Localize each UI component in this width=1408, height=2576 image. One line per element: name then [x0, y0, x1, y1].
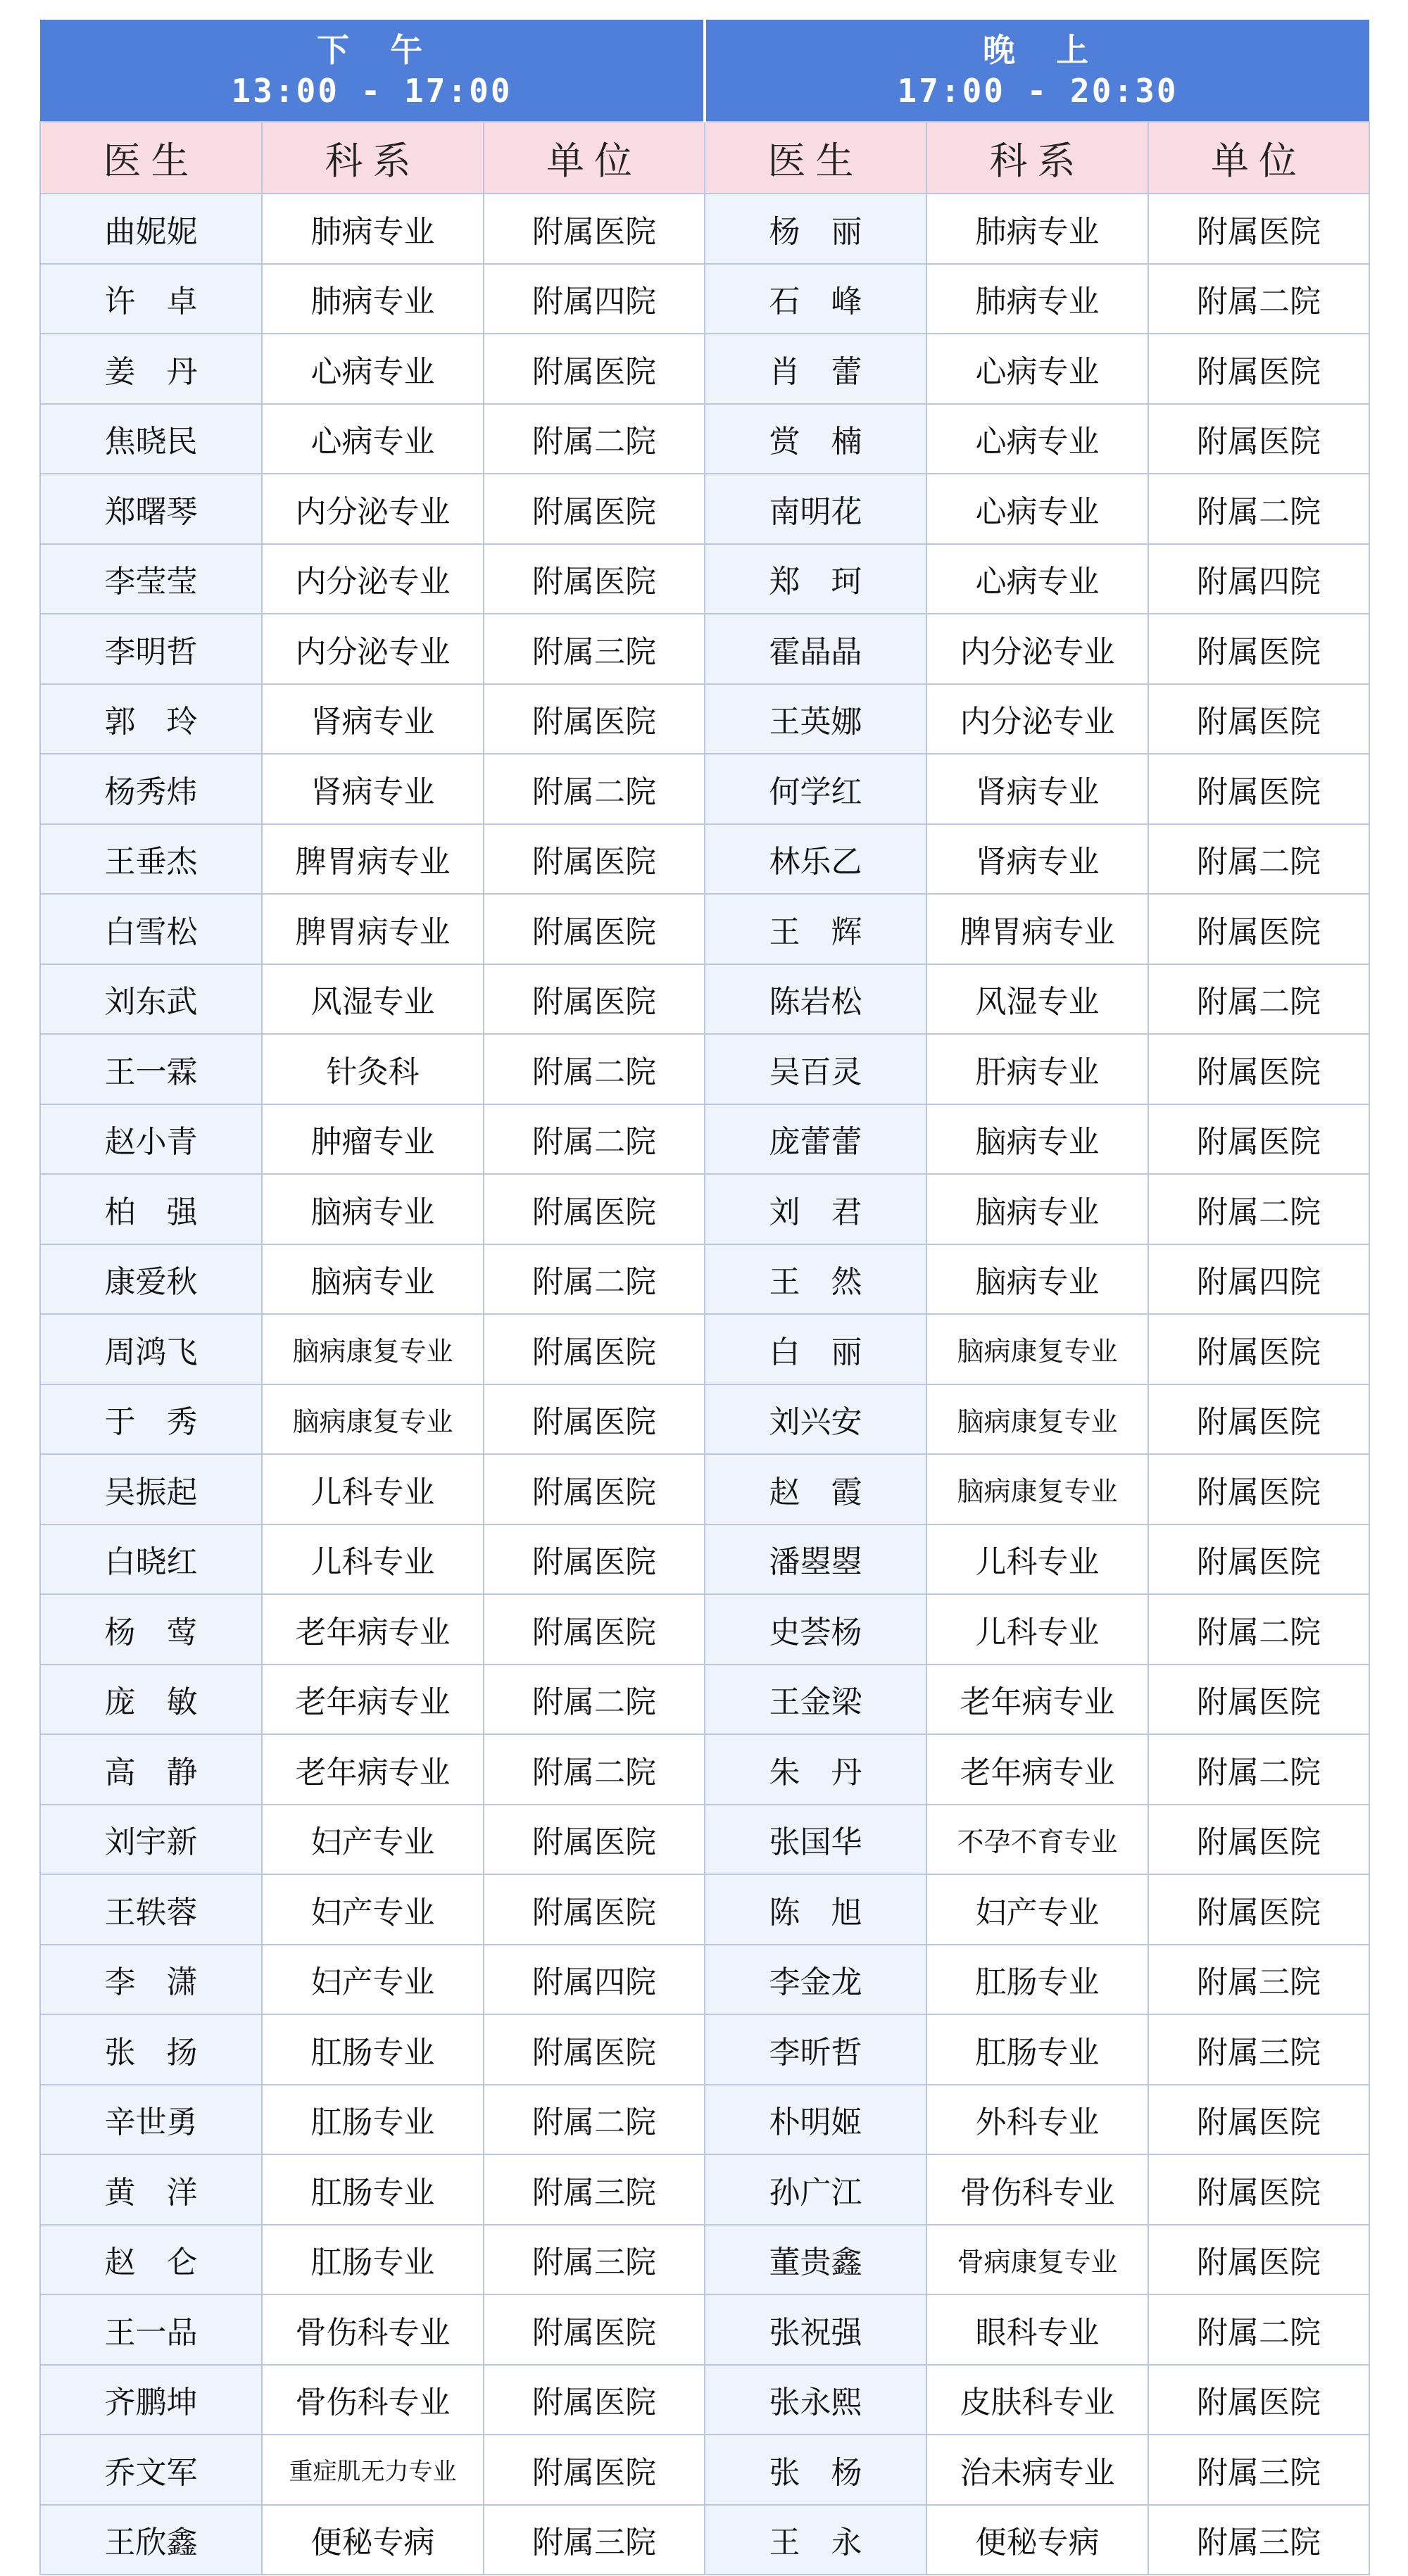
- department-cell: 内分泌专业: [262, 474, 484, 544]
- doctor-cell: 张 杨: [705, 2435, 926, 2505]
- table-row: [40, 824, 1369, 895]
- department-cell: 老年病专业: [262, 1734, 484, 1805]
- doctor-cell: 黄 洋: [40, 2154, 262, 2225]
- table-row: [40, 1665, 1369, 1735]
- unit-cell: 附属医院: [1148, 1805, 1369, 1875]
- evening-time: 17:00 - 20:30: [897, 72, 1178, 110]
- doctor-cell: 郑 珂: [705, 544, 926, 614]
- unit-cell: 附属四院: [484, 264, 705, 334]
- table-row: [40, 1174, 1369, 1244]
- table-row: [40, 2294, 1369, 2365]
- department-cell: 内分泌专业: [926, 614, 1148, 684]
- department-cell: 妇产专业: [262, 1945, 484, 2015]
- table-row: [40, 1945, 1369, 2015]
- unit-cell: 附属医院: [484, 194, 705, 264]
- department-cell: 肺病专业: [262, 264, 484, 334]
- department-cell: 脑病专业: [262, 1244, 484, 1315]
- unit-cell: 附属二院: [484, 1104, 705, 1175]
- doctor-cell: 赵 仑: [40, 2225, 262, 2295]
- unit-cell: 附属四院: [484, 1945, 705, 2015]
- department-cell: 心病专业: [262, 404, 484, 474]
- unit-cell: 附属医院: [484, 2294, 705, 2365]
- unit-cell: 附属医院: [484, 2435, 705, 2505]
- evening-label: 晚 上: [983, 31, 1093, 69]
- doctor-cell: 杨 莺: [40, 1594, 262, 1665]
- unit-cell: 附属三院: [1148, 2435, 1369, 2505]
- doctor-cell: 陈岩松: [705, 964, 926, 1035]
- unit-cell: 附属医院: [1148, 2365, 1369, 2435]
- table-row: [40, 684, 1369, 755]
- department-cell: 肺病专业: [262, 194, 484, 264]
- department-cell: 外科专业: [926, 2085, 1148, 2155]
- unit-cell: 附属二院: [1148, 474, 1369, 544]
- unit-cell: 附属医院: [484, 334, 705, 404]
- department-cell: 内分泌专业: [262, 614, 484, 684]
- department-cell: 脾胃病专业: [926, 894, 1148, 964]
- table-row: [40, 1524, 1369, 1595]
- afternoon-time: 13:00 - 17:00: [231, 72, 513, 110]
- doctor-cell: 董贵鑫: [705, 2225, 926, 2295]
- unit-cell: 附属医院: [484, 824, 705, 895]
- unit-cell: 附属四院: [1148, 544, 1369, 614]
- department-cell: 脑病专业: [262, 1174, 484, 1244]
- unit-cell: 附属医院: [1148, 1314, 1369, 1384]
- unit-cell: 附属医院: [1148, 1384, 1369, 1455]
- unit-cell: 附属四院: [1148, 1244, 1369, 1315]
- doctor-cell: 吴振起: [40, 1454, 262, 1524]
- unit-cell: 附属医院: [484, 1594, 705, 1665]
- doctor-cell: 王欣鑫: [40, 2505, 262, 2575]
- doctor-cell: 肖 蕾: [705, 334, 926, 404]
- department-cell: 心病专业: [262, 334, 484, 404]
- doctor-cell: 林乐乙: [705, 824, 926, 895]
- department-cell: 骨伤科专业: [262, 2365, 484, 2435]
- unit-cell: 附属二院: [484, 1734, 705, 1805]
- department-cell: 骨病康复专业: [926, 2225, 1148, 2295]
- table-row: [40, 2505, 1369, 2575]
- department-cell: 风湿专业: [926, 964, 1148, 1035]
- unit-cell: 附属二院: [484, 754, 705, 824]
- unit-cell: 附属医院: [484, 1874, 705, 1945]
- department-cell: 皮肤科专业: [926, 2365, 1148, 2435]
- unit-cell: 附属医院: [484, 2014, 705, 2085]
- header-doctor: 医生: [40, 122, 262, 194]
- department-cell: 老年病专业: [262, 1594, 484, 1665]
- doctor-cell: 张国华: [705, 1805, 926, 1875]
- doctor-cell: 李 潇: [40, 1945, 262, 2015]
- doctor-cell: 辛世勇: [40, 2085, 262, 2155]
- doctor-cell: 赏 楠: [705, 404, 926, 474]
- department-cell: 脑病专业: [926, 1174, 1148, 1244]
- doctor-cell: 张永熙: [705, 2365, 926, 2435]
- doctor-cell: 白晓红: [40, 1524, 262, 1595]
- unit-cell: 附属医院: [1148, 2154, 1369, 2225]
- department-cell: 肝病专业: [926, 1034, 1148, 1104]
- table-row: [40, 2085, 1369, 2155]
- table-row: [40, 2225, 1369, 2295]
- unit-cell: 附属医院: [484, 1384, 705, 1455]
- table-row: [40, 334, 1369, 404]
- doctor-cell: 许 卓: [40, 264, 262, 334]
- doctor-cell: 王垂杰: [40, 824, 262, 895]
- unit-cell: 附属医院: [1148, 404, 1369, 474]
- department-cell: 脑病康复专业: [926, 1384, 1148, 1455]
- department-cell: 便秘专病: [926, 2505, 1148, 2575]
- doctor-cell: 李莹莹: [40, 544, 262, 614]
- header-doctor: 医生: [705, 122, 926, 194]
- unit-cell: 附属医院: [484, 544, 705, 614]
- department-cell: 心病专业: [926, 474, 1148, 544]
- table-row: [40, 1104, 1369, 1175]
- doctor-cell: 杨 丽: [705, 194, 926, 264]
- unit-cell: 附属二院: [484, 1665, 705, 1735]
- department-cell: 脑病专业: [926, 1244, 1148, 1315]
- department-cell: 脑病康复专业: [262, 1384, 484, 1455]
- doctor-cell: 于 秀: [40, 1384, 262, 1455]
- unit-cell: 附属医院: [484, 1174, 705, 1244]
- doctor-cell: 赵小青: [40, 1104, 262, 1175]
- department-cell: 老年病专业: [926, 1734, 1148, 1805]
- department-cell: 肛肠专业: [926, 1945, 1148, 2015]
- department-cell: 脑病康复专业: [262, 1314, 484, 1384]
- department-cell: 治未病专业: [926, 2435, 1148, 2505]
- table-row: [40, 1384, 1369, 1455]
- table-row: [40, 544, 1369, 614]
- afternoon-label: 下 午: [317, 31, 427, 69]
- table-row: [40, 1594, 1369, 1665]
- table-row: [40, 1314, 1369, 1384]
- department-cell: 心病专业: [926, 544, 1148, 614]
- doctor-cell: 刘东武: [40, 964, 262, 1035]
- afternoon-period-banner: [40, 20, 705, 122]
- doctor-cell: 张祝强: [705, 2294, 926, 2365]
- table-row: [40, 2435, 1369, 2505]
- unit-cell: 附属医院: [1148, 1454, 1369, 1524]
- doctor-cell: 李金龙: [705, 1945, 926, 2015]
- table-row: [40, 2365, 1369, 2435]
- unit-cell: 附属二院: [1148, 824, 1369, 895]
- doctor-cell: 史荟杨: [705, 1594, 926, 1665]
- doctor-cell: 王 然: [705, 1244, 926, 1315]
- department-cell: 妇产专业: [926, 1874, 1148, 1945]
- doctor-cell: 姜 丹: [40, 334, 262, 404]
- unit-cell: 附属医院: [484, 1805, 705, 1875]
- doctor-cell: 高 静: [40, 1734, 262, 1805]
- doctor-cell: 霍晶晶: [705, 614, 926, 684]
- department-cell: 便秘专病: [262, 2505, 484, 2575]
- unit-cell: 附属医院: [484, 894, 705, 964]
- doctor-cell: 柏 强: [40, 1174, 262, 1244]
- unit-cell: 附属医院: [484, 1524, 705, 1595]
- table-row: [40, 2154, 1369, 2225]
- doctor-cell: 乔文军: [40, 2435, 262, 2505]
- doctor-cell: 王金梁: [705, 1665, 926, 1735]
- unit-cell: 附属医院: [1148, 1665, 1369, 1735]
- unit-cell: 附属三院: [484, 2505, 705, 2575]
- unit-cell: 附属三院: [484, 2154, 705, 2225]
- department-cell: 脾胃病专业: [262, 824, 484, 895]
- department-cell: 肛肠专业: [262, 2225, 484, 2295]
- header-unit: 单位: [1148, 122, 1369, 194]
- header-department: 科系: [262, 122, 484, 194]
- table-row: [40, 2014, 1369, 2085]
- doctor-cell: 康爱秋: [40, 1244, 262, 1315]
- unit-cell: 附属二院: [484, 1034, 705, 1104]
- unit-cell: 附属医院: [484, 1454, 705, 1524]
- unit-cell: 附属医院: [484, 684, 705, 755]
- unit-cell: 附属二院: [1148, 1174, 1369, 1244]
- doctor-cell: 王英娜: [705, 684, 926, 755]
- department-cell: 老年病专业: [262, 1665, 484, 1735]
- doctor-cell: 潘曌曌: [705, 1524, 926, 1595]
- unit-cell: 附属三院: [484, 2225, 705, 2295]
- unit-cell: 附属医院: [1148, 684, 1369, 755]
- department-cell: 心病专业: [926, 334, 1148, 404]
- doctor-cell: 庞蕾蕾: [705, 1104, 926, 1175]
- doctor-cell: 李昕哲: [705, 2014, 926, 2085]
- table-row: [40, 964, 1369, 1035]
- doctor-cell: 庞 敏: [40, 1665, 262, 1735]
- table-row: [40, 1874, 1369, 1945]
- evening-period-banner: [705, 20, 1369, 122]
- doctor-cell: 王 辉: [705, 894, 926, 964]
- unit-cell: 附属三院: [484, 614, 705, 684]
- unit-cell: 附属三院: [1148, 1945, 1369, 2015]
- department-cell: 内分泌专业: [262, 544, 484, 614]
- unit-cell: 附属医院: [1148, 1034, 1369, 1104]
- unit-cell: 附属医院: [1148, 614, 1369, 684]
- doctor-cell: 石 峰: [705, 264, 926, 334]
- table-row: [40, 754, 1369, 824]
- doctor-cell: 刘兴安: [705, 1384, 926, 1455]
- department-cell: 肛肠专业: [926, 2014, 1148, 2085]
- doctor-cell: 王一霖: [40, 1034, 262, 1104]
- unit-cell: 附属三院: [1148, 2505, 1369, 2575]
- doctor-cell: 南明花: [705, 474, 926, 544]
- unit-cell: 附属医院: [484, 2365, 705, 2435]
- unit-cell: 附属二院: [484, 1244, 705, 1315]
- doctor-cell: 白雪松: [40, 894, 262, 964]
- department-cell: 妇产专业: [262, 1874, 484, 1945]
- doctor-cell: 张 扬: [40, 2014, 262, 2085]
- department-cell: 脑病康复专业: [926, 1314, 1148, 1384]
- doctor-cell: 刘 君: [705, 1174, 926, 1244]
- unit-cell: 附属二院: [1148, 1594, 1369, 1665]
- doctor-cell: 赵 霞: [705, 1454, 926, 1524]
- department-cell: 脑病康复专业: [926, 1454, 1148, 1524]
- department-cell: 眼科专业: [926, 2294, 1148, 2365]
- doctor-cell: 吴百灵: [705, 1034, 926, 1104]
- header-department: 科系: [926, 122, 1148, 194]
- doctor-cell: 陈 旭: [705, 1874, 926, 1945]
- department-cell: 肛肠专业: [262, 2154, 484, 2225]
- unit-cell: 附属医院: [1148, 894, 1369, 964]
- department-cell: 肾病专业: [926, 754, 1148, 824]
- department-cell: 肺病专业: [926, 264, 1148, 334]
- doctor-cell: 孙广江: [705, 2154, 926, 2225]
- unit-cell: 附属三院: [1148, 2014, 1369, 2085]
- department-cell: 肛肠专业: [262, 2085, 484, 2155]
- unit-cell: 附属二院: [484, 404, 705, 474]
- department-cell: 骨伤科专业: [262, 2294, 484, 2365]
- doctor-cell: 李明哲: [40, 614, 262, 684]
- doctor-cell: 王一品: [40, 2294, 262, 2365]
- schedule-table: [39, 20, 1370, 2575]
- doctor-cell: 白 丽: [705, 1314, 926, 1384]
- table-row: [40, 194, 1369, 264]
- department-cell: 肿瘤专业: [262, 1104, 484, 1175]
- department-cell: 骨伤科专业: [926, 2154, 1148, 2225]
- doctor-cell: 何学红: [705, 754, 926, 824]
- department-cell: 儿科专业: [262, 1454, 484, 1524]
- department-cell: 脑病专业: [926, 1104, 1148, 1175]
- unit-cell: 附属医院: [1148, 1524, 1369, 1595]
- department-cell: 心病专业: [926, 404, 1148, 474]
- unit-cell: 附属二院: [1148, 1734, 1369, 1805]
- doctor-cell: 王轶蓉: [40, 1874, 262, 1945]
- schedule-sheet: [39, 20, 1369, 2575]
- unit-cell: 附属医院: [1148, 2085, 1369, 2155]
- department-cell: 儿科专业: [926, 1594, 1148, 1665]
- unit-cell: 附属二院: [484, 2085, 705, 2155]
- doctor-cell: 郭 玲: [40, 684, 262, 755]
- unit-cell: 附属医院: [1148, 1874, 1369, 1945]
- department-cell: 不孕不育专业: [926, 1805, 1148, 1875]
- unit-cell: 附属医院: [484, 964, 705, 1035]
- department-cell: 内分泌专业: [926, 684, 1148, 755]
- unit-cell: 附属医院: [1148, 1104, 1369, 1175]
- table-row: [40, 404, 1369, 474]
- department-cell: 风湿专业: [262, 964, 484, 1035]
- department-cell: 肾病专业: [262, 754, 484, 824]
- department-cell: 肾病专业: [262, 684, 484, 755]
- doctor-cell: 郑曙琴: [40, 474, 262, 544]
- schedule-rows: [40, 194, 1369, 2575]
- doctor-cell: 杨秀炜: [40, 754, 262, 824]
- table-row: [40, 1244, 1369, 1315]
- doctor-cell: 焦晓民: [40, 404, 262, 474]
- department-cell: 儿科专业: [926, 1524, 1148, 1595]
- department-cell: 肾病专业: [926, 824, 1148, 895]
- table-row: [40, 614, 1369, 684]
- unit-cell: 附属医院: [1148, 2225, 1369, 2295]
- doctor-cell: 朱 丹: [705, 1734, 926, 1805]
- unit-cell: 附属医院: [1148, 754, 1369, 824]
- department-cell: 重症肌无力专业: [262, 2435, 484, 2505]
- table-row: [40, 1805, 1369, 1875]
- table-row: [40, 264, 1369, 334]
- department-cell: 肺病专业: [926, 194, 1148, 264]
- table-row: [40, 1454, 1369, 1524]
- unit-cell: 附属医院: [1148, 194, 1369, 264]
- unit-cell: 附属医院: [484, 1314, 705, 1384]
- doctor-cell: 王 永: [705, 2505, 926, 2575]
- doctor-cell: 朴明姬: [705, 2085, 926, 2155]
- table-row: [40, 474, 1369, 544]
- department-cell: 妇产专业: [262, 1805, 484, 1875]
- doctor-cell: 曲妮妮: [40, 194, 262, 264]
- department-cell: 肛肠专业: [262, 2014, 484, 2085]
- table-row: [40, 1034, 1369, 1104]
- department-cell: 针灸科: [262, 1034, 484, 1104]
- doctor-cell: 齐鹏坤: [40, 2365, 262, 2435]
- doctor-cell: 周鸿飞: [40, 1314, 262, 1384]
- table-row: [40, 1734, 1369, 1805]
- department-cell: 脾胃病专业: [262, 894, 484, 964]
- unit-cell: 附属二院: [1148, 264, 1369, 334]
- department-cell: 老年病专业: [926, 1665, 1148, 1735]
- unit-cell: 附属二院: [1148, 2294, 1369, 2365]
- department-cell: 儿科专业: [262, 1524, 484, 1595]
- doctor-cell: 刘宇新: [40, 1805, 262, 1875]
- table-row: [40, 894, 1369, 964]
- unit-cell: 附属医院: [1148, 334, 1369, 404]
- header-unit: 单位: [484, 122, 705, 194]
- unit-cell: 附属医院: [484, 474, 705, 544]
- unit-cell: 附属二院: [1148, 964, 1369, 1035]
